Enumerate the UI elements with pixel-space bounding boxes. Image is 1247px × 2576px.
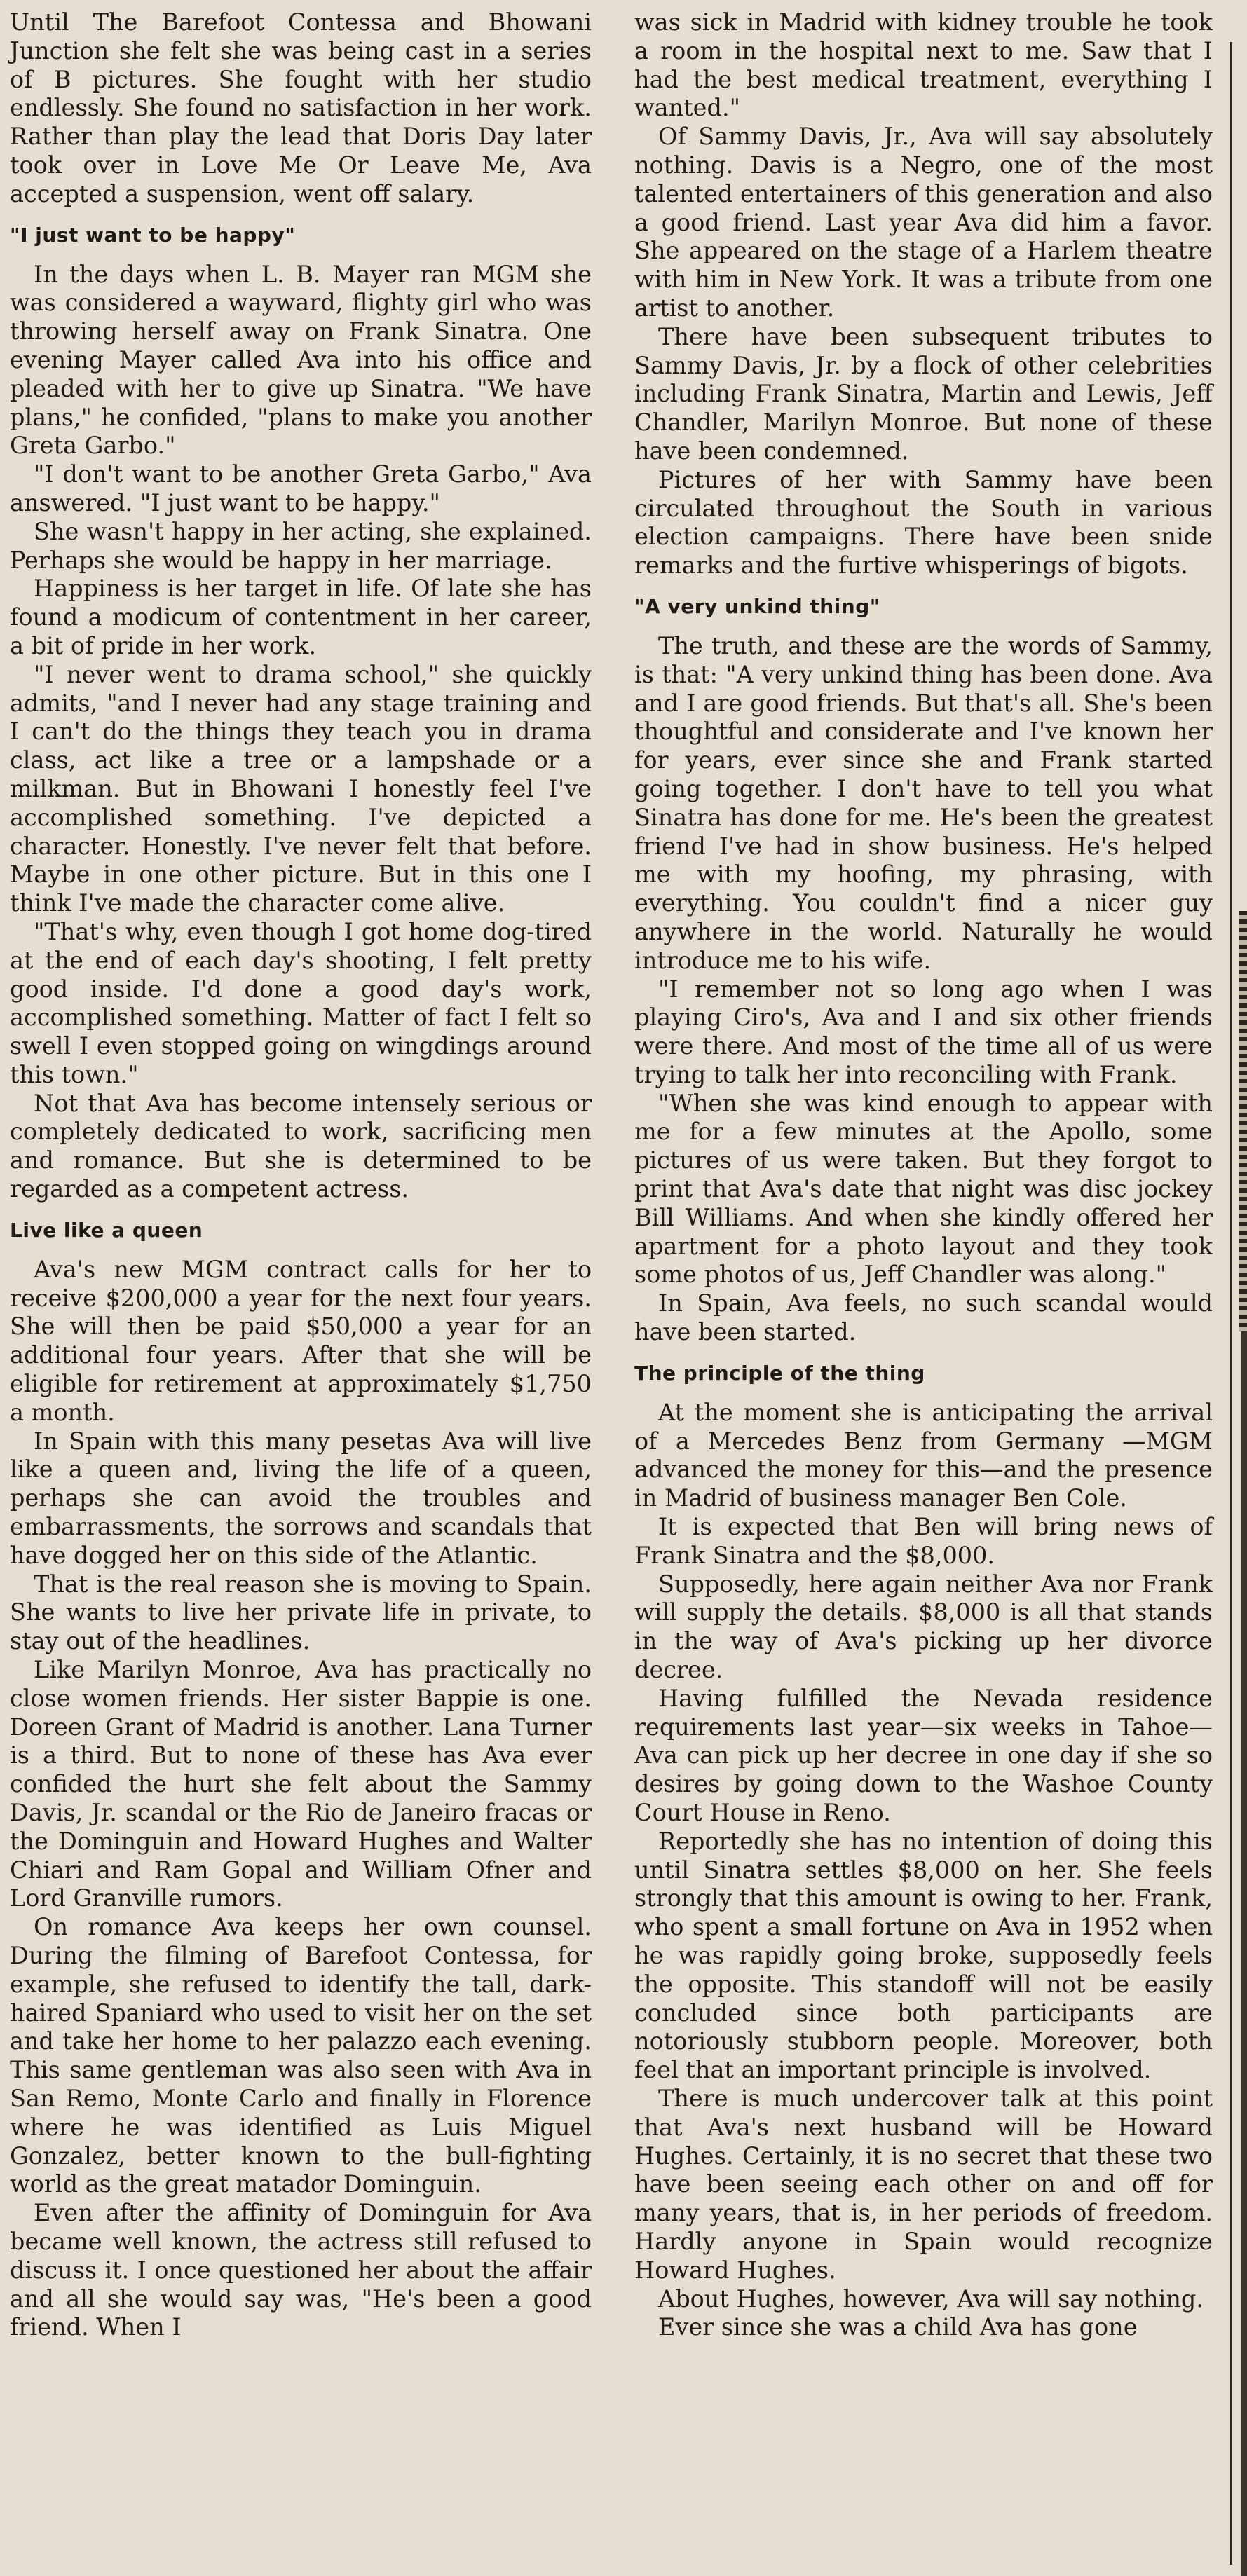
paragraph: "I never went to drama school," she quickly admits, "and I never had any stage training and I can't do the things they teach you in drama class, act like a tree or a lampshade or a milkman. But in Bhowani I honestly feel I've accomplished something. I've depicted a character. Honestly. I've never felt that before. Maybe in one other picture. But in this one I think I've made the character come alive. <box>10 660 592 917</box>
paragraph: "That's why, even though I got home dog-tired at the end of each day's shooting, I felt pretty good inside. I'd done a good day's work, accomplished something. Matter of fact I felt so swell I even stopped going on wingdings around this town." <box>10 917 592 1088</box>
article-right-column <box>634 8 1213 2342</box>
paragraph: Not that Ava has become intensely serious or completely dedicated to work, sacrificing men and romance. But she is determined to be regarded as a competent actress. <box>10 1089 592 1203</box>
paragraph: In the days when L. B. Mayer ran MGM she was considered a wayward, flighty girl who was throwing herself away on Frank Sinatra. One evening Mayer called Ava into his office and pleaded with her to give up Sinatra. "We have plans," he confided, "plans to make you another Greta Garbo." <box>10 260 592 460</box>
page-edge-binding <box>1239 911 1247 1331</box>
section-heading: The principle of the thing <box>634 1361 925 1385</box>
paragraph: "I remember not so long ago when I was playing Ciro's, Ava and I and six other friends were there. And most of the time all of us were trying to talk her into reconciling with Frank. <box>634 975 1213 1088</box>
paragraph: She wasn't happy in her acting, she explained. Perhaps she would be happy in her marriage. <box>10 517 592 574</box>
paragraph: Until The Barefoot Contessa and Bhowani Junction she felt she was being cast in a series of B pictures. She fought with her studio endlessly. She found no satisfaction in her work. Rather than play the lead that Doris Day later took over in Love Me Or Leave Me, Ava accepted a suspension, went off salary. <box>10 8 592 207</box>
paragraph: About Hughes, however, Ava will say nothing. <box>658 2284 1204 2313</box>
page-edge-shadow <box>1241 1331 1247 2576</box>
paragraph: At the moment she is anticipating the arrival of a Mercedes Benz from Germany —MGM advanced the money for this—and the presence in Madrid of business manager Ben Cole. <box>634 1398 1213 1512</box>
section-heading: "I just want to be happy" <box>10 223 296 247</box>
paragraph: Happiness is her target in life. Of late she has found a modicum of contentment in her career, a bit of pride in her work. <box>10 575 592 659</box>
paragraph: Having fulfilled the Nevada residence requirements last year—six weeks in Tahoe—Ava can pick up her decree in one day if she so desires by going down to the Washoe County Court House in Reno. <box>634 1684 1213 1827</box>
paragraph: Like Marilyn Monroe, Ava has practically no close women friends. Her sister Bappie is one. Doreen Grant of Madrid is another. Lana Turner is a third. But to none of these has Ava ever confided the hurt she felt about the Sammy Davis, Jr. scandal or the Rio de Janeiro fracas or the Dominguin and Howard Hughes and Walter Chiari and Ram Gopal and William Ofner and Lord Granville rumors. <box>10 1656 592 1912</box>
paragraph: "I don't want to be another Greta Garbo," Ava answered. "I just want to be happy." <box>10 460 592 516</box>
paragraph: Ever since she was a child Ava has gone <box>658 2313 1138 2341</box>
paragraph: The truth, and these are the words of Sammy, is that: "A very unkind thing has been done. Ava and I are good friends. But that's all. She's been thoughtful and considerate and I've known her for years, ever since she and Frank started going together. I don't have to tell you what Sinatra has done for me. He's been the greatest friend I've had in show business. He's helped me with my hoofing, my phrasing, with everything. You couldn't find a nicer guy anywhere in the world. Naturally he would introduce me to his wife. <box>634 631 1213 974</box>
paragraph: Pictures of her with Sammy have been circulated throughout the South in various election campaigns. There have been snide remarks and the furtive whisperings of bigots. <box>634 465 1213 580</box>
section-heading: "A very unkind thing" <box>634 594 880 618</box>
paragraph: There is much undercover talk at this point that Ava's next husband will be Howard Hughes. Certainly, it is no secret that these two have been seeing each other on and off for many years, that is, in her periods of freedom. Hardly anyone in Spain would recognize Howard Hughes. <box>634 2084 1213 2284</box>
paragraph: Of Sammy Davis, Jr., Ava will say absolutely nothing. Davis is a Negro, one of the most talented entertainers of this generation and also a good friend. Last year Ava did him a favor. She appeared on the stage of a Harlem theatre with him in New York. It was a tribute from one artist to another. <box>634 123 1213 322</box>
paragraph: In Spain with this many pesetas Ava will live like a queen and, living the life of a queen, perhaps she can avoid the troubles and embarrassments, the sorrows and scandals that have dogged her on this side of the Atlantic. <box>10 1427 592 1569</box>
paragraph: It is expected that Ben will bring news of Frank Sinatra and the $8,000. <box>634 1513 1213 1569</box>
paragraph: On romance Ava keeps her own counsel. During the filming of Barefoot Contessa, for example, she refused to identify the tall, dark-haired Spaniard who used to visit her on the set and take her home to her palazzo each evening. This same gentleman was also seen with Ava in San Remo, Monte Carlo and finally in Florence where he was identified as Luis Miguel Gonzalez, better known to the bull-fighting world as the great matador Dominguin. <box>10 1913 592 2198</box>
column-divider-rule <box>1230 42 1232 2565</box>
paragraph: That is the real reason she is moving to Spain. She wants to live her private life in private, to stay out of the headlines. <box>10 1570 592 1655</box>
paragraph: "When she was kind enough to appear with me for a few minutes at the Apollo, some pictures of us were taken. But they forgot to print that Ava's date that night was disc jockey Bill Williams. And when she kindly offered her apartment for a photo layout and they took some photos of us, Jeff Chandler was along." <box>634 1089 1213 1289</box>
paragraph: Supposedly, here again neither Ava nor Frank will supply the details. $8,000 is all that stands in the way of Ava's picking up her divorce decree. <box>634 1570 1213 1684</box>
article-left-column <box>10 8 592 2342</box>
paragraph: Ava's new MGM contract calls for her to receive $200,000 a year for the next four years. She will then be paid $50,000 a year for an additional four years. After that she will be eligible for retirement at approximately $1,750 a month. <box>10 1255 592 1426</box>
paragraph: Reportedly she has no intention of doing this until Sinatra settles $8,000 on her. She feels strongly that this amount is owing to her. Frank, who spent a small fortune on Ava in 1952 when he was rapidly going broke, supposedly feels the opposite. This standoff will not be easily concluded since both participants are notoriously stubborn people. Moreover, both feel that an important principle is involved. <box>634 1827 1213 2084</box>
paragraph: There have been subsequent tributes to Sammy Davis, Jr. by a flock of other celebrities including Frank Sinatra, Martin and Lewis, Jeff Chandler, Marilyn Monroe. But none of these have been condemned. <box>634 322 1213 465</box>
paragraph: In Spain, Ava feels, no such scandal would have been started. <box>634 1289 1213 1346</box>
section-heading: Live like a queen <box>10 1218 203 1242</box>
paragraph: was sick in Madrid with kidney trouble he took a room in the hospital next to me. Saw that I had the best medical treatment, everything I wanted." <box>634 8 1213 122</box>
paragraph: Even after the affinity of Dominguin for Ava became well known, the actress still refused to discuss it. I once questioned her about the affair and all she would say was, "He's been a good friend. When I <box>10 2199 592 2341</box>
